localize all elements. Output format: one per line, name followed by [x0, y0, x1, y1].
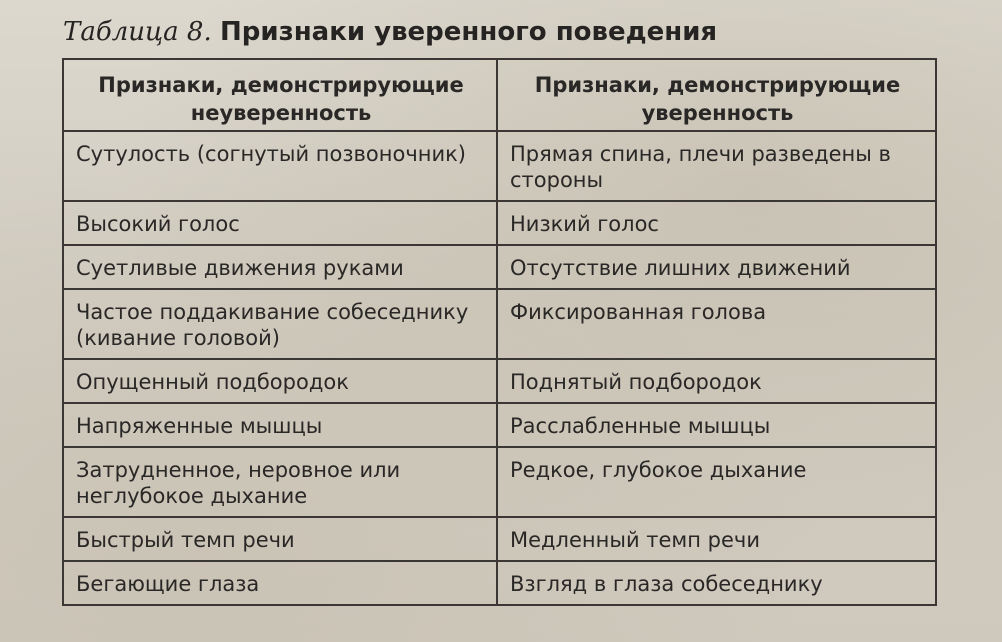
confident-sign-cell: Редкое, глубокое дыхание — [497, 447, 936, 517]
insecure-sign-cell: Бегающие глаза — [63, 561, 497, 605]
table-number: Таблица 8. — [63, 17, 212, 47]
insecure-sign-cell: Высокий голос — [63, 201, 497, 245]
insecure-sign-cell: Быстрый темп речи — [63, 517, 497, 561]
table-row — [63, 289, 936, 359]
insecure-sign-cell: Частое поддакивание собеседнику (кивание головой) — [63, 289, 497, 359]
table-row — [63, 403, 936, 447]
table-title: Признаки уверенного поведения — [220, 17, 718, 47]
confident-sign-cell: Отсутствие лишних движений — [497, 245, 936, 289]
table-header-row — [63, 59, 936, 131]
header-insecurity: Признаки, демонстрирующие неуверенность — [63, 59, 497, 131]
table-caption — [63, 15, 717, 49]
confident-sign-cell: Прямая спина, плечи разведены в стороны — [497, 131, 936, 201]
insecure-sign-cell: Напряженные мышцы — [63, 403, 497, 447]
header-confidence: Признаки, демонстрирующие уверенность — [497, 59, 936, 131]
table-row — [63, 517, 936, 561]
table-row — [63, 447, 936, 517]
confident-sign-cell: Фиксированная голова — [497, 289, 936, 359]
confident-sign-cell: Медленный темп речи — [497, 517, 936, 561]
insecure-sign-cell: Затрудненное, неровное или неглубокое дыхание — [63, 447, 497, 517]
confident-sign-cell: Низкий голос — [497, 201, 936, 245]
table-row — [63, 131, 936, 201]
table-row — [63, 245, 936, 289]
insecure-sign-cell: Опущенный подбородок — [63, 359, 497, 403]
confident-sign-cell: Взгляд в глаза собеседнику — [497, 561, 936, 605]
insecure-sign-cell: Суетливые движения руками — [63, 245, 497, 289]
table-row — [63, 201, 936, 245]
table-row — [63, 561, 936, 605]
confident-sign-cell: Расслабленные мышцы — [497, 403, 936, 447]
table-row — [63, 359, 936, 403]
behavior-signs-table — [62, 58, 937, 606]
insecure-sign-cell: Сутулость (согнутый позвоночник) — [63, 131, 497, 201]
confident-sign-cell: Поднятый подбородок — [497, 359, 936, 403]
